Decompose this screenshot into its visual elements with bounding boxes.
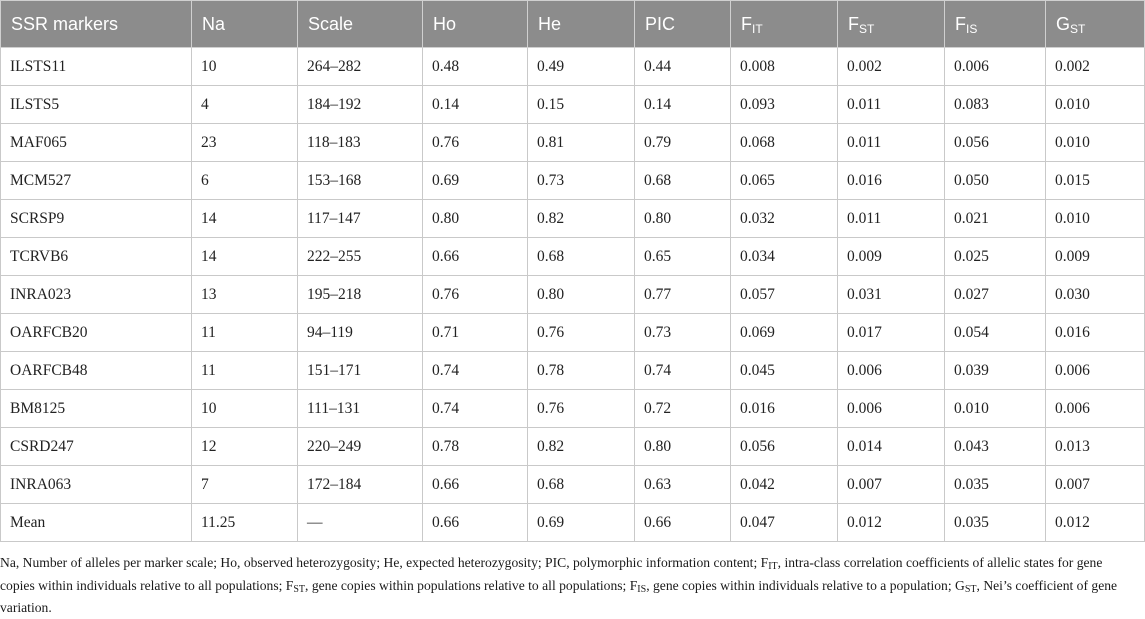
table-cell: 0.009: [1046, 238, 1145, 276]
column-header-label: F: [955, 13, 966, 34]
table-cell: 0.68: [528, 466, 635, 504]
table-cell: 0.79: [635, 124, 731, 162]
table-cell: 0.66: [635, 504, 731, 542]
table-cell: 0.011: [838, 200, 945, 238]
table-cell: 0.031: [838, 276, 945, 314]
table-row: [1, 200, 1145, 238]
table-cell: 195–218: [298, 276, 423, 314]
table-cell: 0.016: [838, 162, 945, 200]
table-cell: 0.66: [423, 466, 528, 504]
table-cell: 4: [192, 86, 298, 124]
table-cell: 0.80: [528, 276, 635, 314]
table-cell: 0.76: [423, 124, 528, 162]
footnote-text: , gene copies within individuals relative to a population; G: [646, 577, 965, 593]
table-row: [1, 314, 1145, 352]
table-cell: 0.039: [945, 352, 1046, 390]
table-row: [1, 390, 1145, 428]
column-header-subscript: IT: [752, 21, 763, 36]
table-cell: 0.093: [731, 86, 838, 124]
table-cell: 0.69: [528, 504, 635, 542]
table-cell: 0.65: [635, 238, 731, 276]
table-cell: 0.011: [838, 124, 945, 162]
table-cell: 6: [192, 162, 298, 200]
table-cell: ILSTS5: [1, 86, 192, 124]
table-cell: 0.66: [423, 504, 528, 542]
table-row: [1, 238, 1145, 276]
header-row: [1, 1, 1145, 48]
column-header-subscript: ST: [1070, 21, 1086, 36]
table-cell: 0.81: [528, 124, 635, 162]
table-cell: 172–184: [298, 466, 423, 504]
table-cell: 0.006: [1046, 390, 1145, 428]
table-cell: 0.82: [528, 200, 635, 238]
table-cell: Mean: [1, 504, 192, 542]
table-cell: 0.021: [945, 200, 1046, 238]
table-cell: 0.032: [731, 200, 838, 238]
table-cell: 0.010: [1046, 124, 1145, 162]
column-header-label: He: [538, 13, 562, 34]
table-cell: 0.80: [635, 200, 731, 238]
table-cell: 111–131: [298, 390, 423, 428]
table-cell: 0.045: [731, 352, 838, 390]
column-header-label: F: [848, 13, 859, 34]
table-cell: 0.76: [528, 390, 635, 428]
column-header-subscript: ST: [859, 21, 875, 36]
footnote-subscript: IT: [768, 561, 778, 572]
table-row: [1, 352, 1145, 390]
table-cell: 0.006: [945, 48, 1046, 86]
table-cell: 0.74: [423, 390, 528, 428]
table-cell: 0.030: [1046, 276, 1145, 314]
table-cell: —: [298, 504, 423, 542]
table-cell: 153–168: [298, 162, 423, 200]
table-cell: 11.25: [192, 504, 298, 542]
table-cell: 0.057: [731, 276, 838, 314]
table-cell: 94–119: [298, 314, 423, 352]
table-cell: 10: [192, 390, 298, 428]
table-cell: 0.017: [838, 314, 945, 352]
table-cell: 0.010: [1046, 86, 1145, 124]
table-cell: 0.035: [945, 466, 1046, 504]
column-header-label: SSR markers: [11, 13, 119, 34]
table-cell: 0.035: [945, 504, 1046, 542]
table-cell: 0.043: [945, 428, 1046, 466]
column-header-label: Ho: [433, 13, 457, 34]
table-cell: MCM527: [1, 162, 192, 200]
column-header: [731, 1, 838, 48]
table-cell: 0.71: [423, 314, 528, 352]
table-cell: TCRVB6: [1, 238, 192, 276]
table-cell: 118–183: [298, 124, 423, 162]
table-cell: 0.80: [423, 200, 528, 238]
table-row: [1, 504, 1145, 542]
column-header-label: Scale: [308, 13, 354, 34]
footnote-text: Na, Number of alleles per marker scale; Ho, observed heterozygosity; He, expected heterozygosity; PIC, polymorphic information content; F: [0, 555, 769, 570]
column-header: [945, 1, 1046, 48]
table-cell: ILSTS11: [1, 48, 192, 86]
column-header: [192, 1, 298, 48]
column-header: [635, 1, 731, 48]
table-cell: 0.083: [945, 86, 1046, 124]
table-cell: 0.66: [423, 238, 528, 276]
table-cell: 151–171: [298, 352, 423, 390]
table-cell: 0.025: [945, 238, 1046, 276]
table-cell: 0.006: [1046, 352, 1145, 390]
table-cell: 0.007: [838, 466, 945, 504]
table-cell: 0.068: [731, 124, 838, 162]
table-cell: 0.73: [635, 314, 731, 352]
table-cell: 0.63: [635, 466, 731, 504]
table-cell: 222–255: [298, 238, 423, 276]
column-header-label: PIC: [645, 13, 676, 34]
table-row: [1, 124, 1145, 162]
table-cell: 0.48: [423, 48, 528, 86]
table-cell: 0.80: [635, 428, 731, 466]
table-cell: INRA063: [1, 466, 192, 504]
table-cell: CSRD247: [1, 428, 192, 466]
table-cell: 0.002: [838, 48, 945, 86]
table-row: [1, 162, 1145, 200]
table-cell: 0.050: [945, 162, 1046, 200]
table-cell: 0.011: [838, 86, 945, 124]
table-row: [1, 428, 1145, 466]
column-header: [838, 1, 945, 48]
column-header: [1, 1, 192, 48]
footnote-subscript: ST: [964, 583, 977, 595]
column-header-label: Na: [202, 13, 226, 34]
table-cell: 7: [192, 466, 298, 504]
table-cell: 14: [192, 238, 298, 276]
table-cell: 184–192: [298, 86, 423, 124]
table-cell: 0.002: [1046, 48, 1145, 86]
table-cell: 12: [192, 428, 298, 466]
table-cell: 0.15: [528, 86, 635, 124]
table-cell: 0.68: [528, 238, 635, 276]
table-cell: INRA023: [1, 276, 192, 314]
table-cell: 0.73: [528, 162, 635, 200]
table-cell: 0.014: [838, 428, 945, 466]
table-cell: 0.78: [528, 352, 635, 390]
table-row: [1, 276, 1145, 314]
table-cell: 23: [192, 124, 298, 162]
table-row: [1, 466, 1145, 504]
table-cell: 0.010: [1046, 200, 1145, 238]
table-cell: 0.016: [731, 390, 838, 428]
table-footnote: [0, 553, 1140, 619]
table-cell: OARFCB48: [1, 352, 192, 390]
table-cell: 0.006: [838, 390, 945, 428]
table-cell: 0.69: [423, 162, 528, 200]
footnote-subscript: ST: [293, 583, 306, 595]
table-cell: 0.009: [838, 238, 945, 276]
column-header-subscript: IS: [966, 21, 978, 36]
footnote-text: , Nei’s coefficient of gene variation.: [0, 577, 1118, 615]
table-cell: 0.77: [635, 276, 731, 314]
table-cell: 10: [192, 48, 298, 86]
table-cell: 0.054: [945, 314, 1046, 352]
table-cell: SCRSP9: [1, 200, 192, 238]
table-cell: 0.44: [635, 48, 731, 86]
table-cell: 0.72: [635, 390, 731, 428]
table-cell: 0.016: [1046, 314, 1145, 352]
table-cell: BM8125: [1, 390, 192, 428]
table-cell: 0.76: [528, 314, 635, 352]
table-body: [1, 48, 1145, 542]
table-cell: 0.012: [1046, 504, 1145, 542]
table-cell: 13: [192, 276, 298, 314]
footnote-subscript: IS: [637, 583, 647, 595]
table-cell: 0.010: [945, 390, 1046, 428]
column-header: [1046, 1, 1145, 48]
table-cell: 0.012: [838, 504, 945, 542]
table-cell: 0.008: [731, 48, 838, 86]
table-cell: 0.78: [423, 428, 528, 466]
table-cell: 0.006: [838, 352, 945, 390]
table-cell: 0.056: [731, 428, 838, 466]
table-row: [1, 48, 1145, 86]
table-cell: 0.74: [635, 352, 731, 390]
column-header: [528, 1, 635, 48]
table-cell: 117–147: [298, 200, 423, 238]
table-cell: OARFCB20: [1, 314, 192, 352]
column-header: [423, 1, 528, 48]
table-cell: 0.14: [635, 86, 731, 124]
table-cell: 0.069: [731, 314, 838, 352]
table-cell: 220–249: [298, 428, 423, 466]
column-header-label: G: [1056, 13, 1071, 34]
table-cell: 0.015: [1046, 162, 1145, 200]
table-cell: 14: [192, 200, 298, 238]
table-row: [1, 86, 1145, 124]
table-cell: 0.82: [528, 428, 635, 466]
table-cell: 0.034: [731, 238, 838, 276]
column-header: [298, 1, 423, 48]
table-cell: 0.49: [528, 48, 635, 86]
table-cell: 0.013: [1046, 428, 1145, 466]
table-cell: 0.007: [1046, 466, 1145, 504]
table-cell: 0.027: [945, 276, 1046, 314]
table-cell: 0.047: [731, 504, 838, 542]
table-cell: 0.14: [423, 86, 528, 124]
table-cell: 0.042: [731, 466, 838, 504]
table-cell: 11: [192, 352, 298, 390]
table-cell: 0.065: [731, 162, 838, 200]
table-cell: MAF065: [1, 124, 192, 162]
footnote-text: , intra-class correlation coefficients of allelic states for gene copies within individuals relative to all populations; F: [0, 555, 1103, 593]
footnote-text: , gene copies within populations relative to all populations; F: [305, 577, 638, 593]
table-cell: 0.74: [423, 352, 528, 390]
table-cell: 264–282: [298, 48, 423, 86]
table-cell: 0.056: [945, 124, 1046, 162]
table-cell: 11: [192, 314, 298, 352]
table-cell: 0.76: [423, 276, 528, 314]
table-cell: 0.68: [635, 162, 731, 200]
column-header-label: F: [741, 13, 752, 34]
